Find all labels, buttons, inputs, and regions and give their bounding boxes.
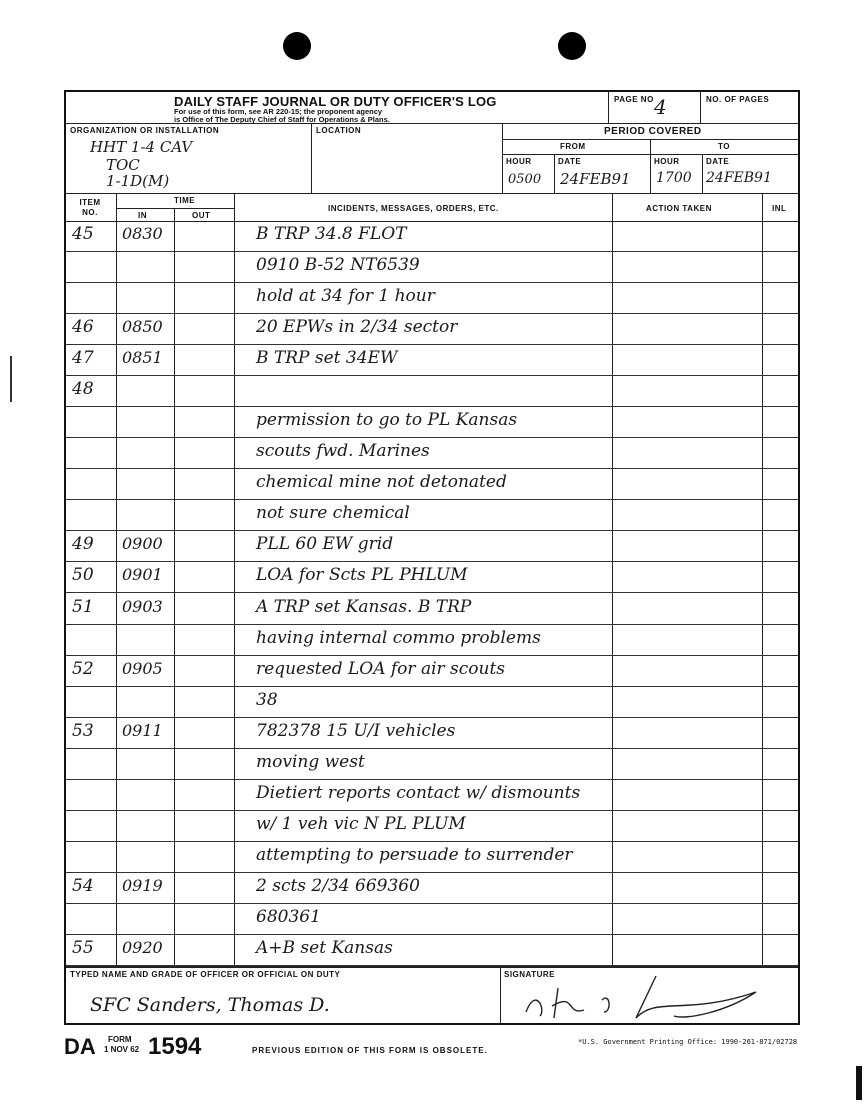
table-row xyxy=(66,221,798,252)
form-word: FORM xyxy=(108,1035,132,1044)
incident-text: A TRP set Kansas. B TRP xyxy=(256,596,472,617)
table-row xyxy=(66,625,798,656)
table-row xyxy=(66,749,798,780)
table-row xyxy=(66,252,798,283)
incident-text: 0910 B-52 NT6539 xyxy=(256,255,420,276)
col-item-label: ITEM NO. xyxy=(79,198,101,217)
incident-text: B TRP set 34EW xyxy=(256,348,398,369)
item-number: 48 xyxy=(72,379,94,400)
punch-hole-left xyxy=(283,32,311,60)
incident-text: having internal commo problems xyxy=(256,627,541,648)
table-row xyxy=(66,904,798,935)
table-row xyxy=(66,345,798,376)
col-time-label: TIME xyxy=(174,196,196,205)
incident-text: moving west xyxy=(256,751,365,772)
no-of-pages-label: NO. OF PAGES xyxy=(706,95,770,104)
to-label: TO xyxy=(718,142,730,151)
item-number: 46 xyxy=(72,317,94,338)
from-label: FROM xyxy=(560,142,586,151)
incident-text: A+B set Kansas xyxy=(256,937,393,958)
gpo-note: *U.S. Government Printing Office: 1990-261-871/02728 xyxy=(578,1038,798,1046)
table-row xyxy=(66,314,798,345)
to-date-label: DATE xyxy=(706,157,730,166)
form-number: 1594 xyxy=(148,1033,202,1060)
table-row xyxy=(66,531,798,562)
time-in: 0901 xyxy=(122,565,163,585)
time-in: 0903 xyxy=(122,596,163,616)
log-form xyxy=(64,90,800,1025)
table-row xyxy=(66,500,798,531)
to-date-value: 24FEB91 xyxy=(706,170,772,186)
right-edge-mark xyxy=(856,1066,862,1100)
item-number: 49 xyxy=(72,534,94,555)
table-row xyxy=(66,438,798,469)
item-number: 51 xyxy=(72,596,94,617)
item-number: 52 xyxy=(72,658,94,679)
col-out-label: OUT xyxy=(192,211,211,220)
incident-text: 2 scts 2/34 669360 xyxy=(256,875,420,896)
item-number: 55 xyxy=(72,937,94,958)
incident-text: B TRP 34.8 FLOT xyxy=(256,224,407,244)
period-covered-label: PERIOD COVERED xyxy=(604,126,702,137)
time-in: 0920 xyxy=(122,937,163,957)
col-incidents-label: INCIDENTS, MESSAGES, ORDERS, ETC. xyxy=(328,204,499,213)
table-row xyxy=(66,376,798,407)
page-no-label: PAGE NO xyxy=(614,95,654,104)
to-hour-label: HOUR xyxy=(654,157,680,166)
org-line-1: HHT 1-4 CAV xyxy=(90,138,193,156)
form-date: 1 NOV 62 xyxy=(104,1045,140,1054)
time-in: 0905 xyxy=(122,658,163,678)
signature-scribble xyxy=(506,966,766,1024)
incident-text: PLL 60 EW grid xyxy=(256,534,394,555)
item-number: 47 xyxy=(72,348,94,369)
col-in-label: IN xyxy=(138,211,147,220)
typed-name-value: SFC Sanders, Thomas D. xyxy=(90,994,330,1016)
incident-text: hold at 34 for 1 hour xyxy=(256,286,435,307)
org-line-3: 1-1D(M) xyxy=(106,172,170,190)
incident-text: requested LOA for air scouts xyxy=(256,658,506,679)
location-label: LOCATION xyxy=(316,126,362,135)
time-in: 0830 xyxy=(122,224,163,243)
table-row xyxy=(66,811,798,842)
item-number: 53 xyxy=(72,720,94,741)
incident-text: attempting to persuade to surrender xyxy=(256,844,573,865)
item-number: 50 xyxy=(72,565,94,586)
col-action-label: ACTION TAKEN xyxy=(646,204,712,213)
to-hour-value: 1700 xyxy=(656,170,692,186)
from-hour-value: 0500 xyxy=(508,172,542,187)
time-in: 0900 xyxy=(122,534,163,554)
time-in: 0850 xyxy=(122,317,163,337)
item-number: 45 xyxy=(72,224,94,244)
table-row xyxy=(66,594,798,625)
incident-text: 20 EPWs in 2/34 sector xyxy=(256,317,458,338)
punch-hole-right xyxy=(558,32,586,60)
left-margin-mark xyxy=(10,356,12,402)
incident-text: 38 xyxy=(256,689,278,710)
incident-text: Dietiert reports contact w/ dismounts xyxy=(256,782,581,803)
table-row xyxy=(66,780,798,811)
log-table xyxy=(66,221,798,966)
incident-text: LOA for Scts PL PHLUM xyxy=(256,565,468,586)
incident-text: chemical mine not detonated xyxy=(256,472,507,493)
from-date-label: DATE xyxy=(558,157,582,166)
incident-text: permission to go to PL Kansas xyxy=(256,410,518,431)
page-no-value: 4 xyxy=(654,95,667,119)
form-title: DAILY STAFF JOURNAL OR DUTY OFFICER'S LOG xyxy=(174,94,497,109)
da-label: DA xyxy=(64,1034,96,1059)
from-hour-label: HOUR xyxy=(506,157,532,166)
incident-text: 782378 15 U/I vehicles xyxy=(256,720,456,741)
table-row xyxy=(66,469,798,500)
time-in: 0911 xyxy=(122,720,163,740)
incident-text: w/ 1 veh vic N PL PLUM xyxy=(256,813,466,834)
table-row xyxy=(66,562,798,593)
org-line-2: TOC xyxy=(106,156,140,174)
form-subtitle-1: For use of this form, see AR 220-15; the proponent agency xyxy=(174,107,383,116)
org-label: ORGANIZATION OR INSTALLATION xyxy=(70,126,220,135)
time-in: 0919 xyxy=(122,875,163,895)
incident-text: not sure chemical xyxy=(256,503,410,524)
from-date-value: 24FEB91 xyxy=(560,170,631,188)
previous-edition-note: PREVIOUS EDITION OF THIS FORM IS OBSOLETE. xyxy=(252,1046,488,1055)
table-row xyxy=(66,283,798,314)
incident-text: scouts fwd. Marines xyxy=(256,441,430,462)
table-row xyxy=(66,407,798,438)
table-row xyxy=(66,718,798,749)
table-row xyxy=(66,687,798,718)
typed-name-label: TYPED NAME AND GRADE OF OFFICER OR OFFICIAL ON DUTY xyxy=(70,970,341,979)
table-row xyxy=(66,873,798,904)
item-number: 54 xyxy=(72,875,94,896)
table-row xyxy=(66,842,798,873)
col-inl-label: INL xyxy=(772,204,787,213)
signature-label: SIGNATURE xyxy=(504,970,556,979)
table-row xyxy=(66,935,798,966)
form-subtitle-2: is Office of The Deputy Chief of Staff for Operations & Plans. xyxy=(174,115,390,124)
time-in: 0851 xyxy=(122,348,163,368)
incident-text: 680361 xyxy=(256,906,321,927)
table-row xyxy=(66,656,798,687)
